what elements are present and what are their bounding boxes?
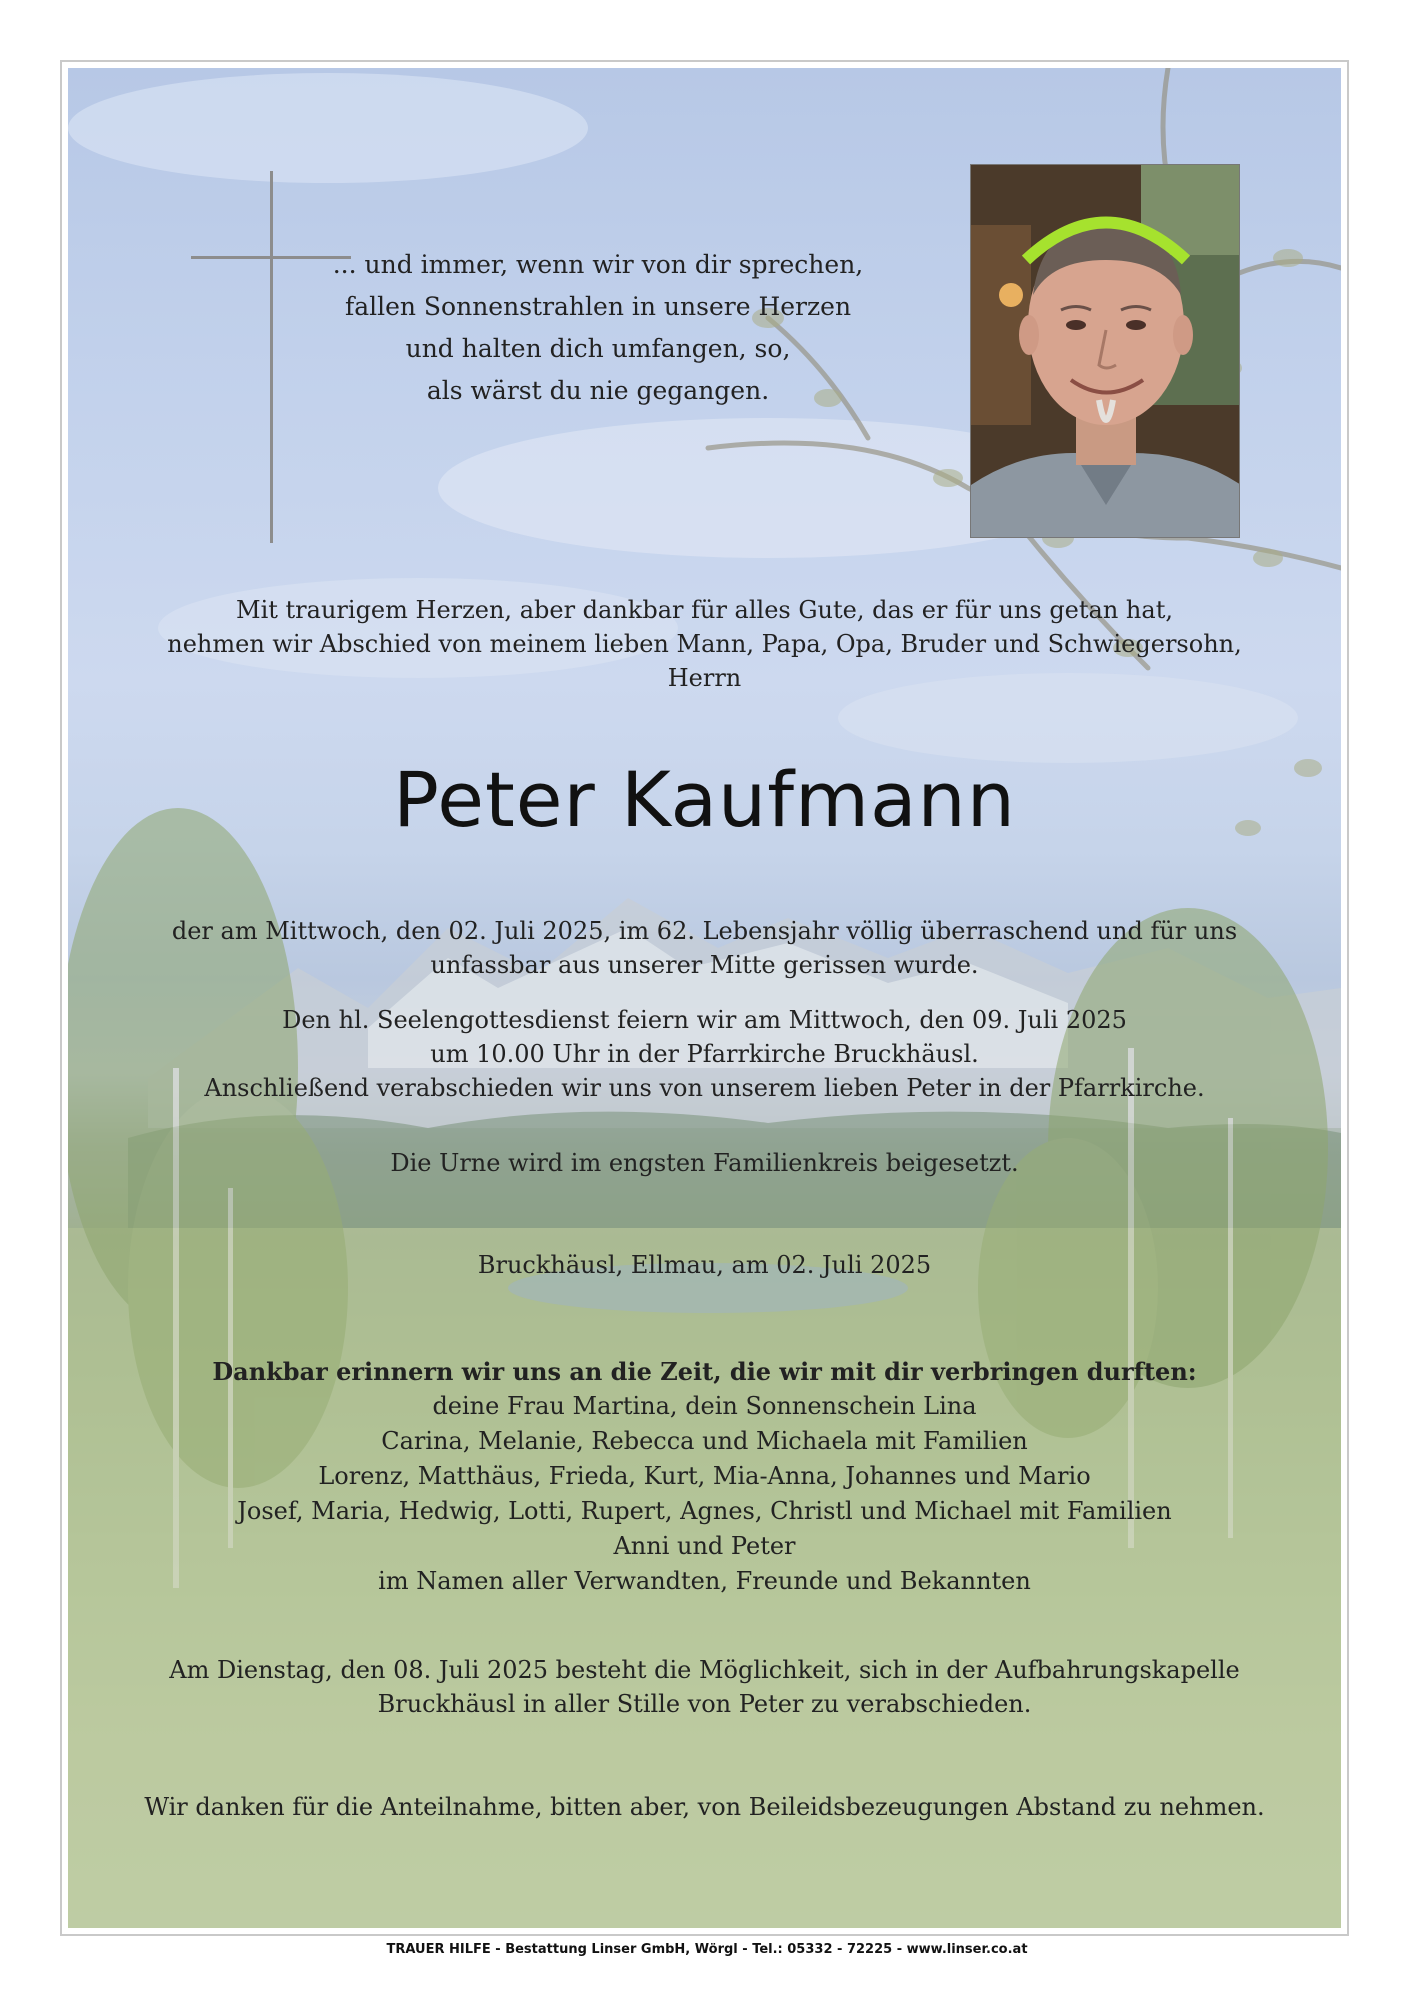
death-notice-line: unfassbar aus unserer Mitte gerissen wurde.	[430, 951, 979, 979]
viewing-line: Am Dienstag, den 08. Juli 2025 besteht die Möglichkeit, sich in der Aufbahrungskapelle	[169, 1656, 1240, 1684]
footer-imprint: TRAUER HILFE - Bestattung Linser GmbH, Wörgl - Tel.: 05332 - 72225 - www.linser.co.at	[386, 1942, 1028, 1957]
poem-line: fallen Sonnenstrahlen in unsere Herzen	[344, 292, 852, 321]
cross-icon	[270, 171, 273, 543]
death-notice-line: der am Mittwoch, den 02. Juli 2025, im 62. Lebensjahr völlig überraschend und für uns	[171, 917, 1238, 945]
obituary-card	[68, 68, 1341, 1928]
cross-icon-bar	[191, 256, 351, 259]
death-notice	[108, 914, 1301, 982]
poem-line: und halten dich umfangen, so,	[405, 334, 791, 363]
closing-note: Wir danken für die Anteilnahme, bitten aber, von Beileidsbezeugungen Abstand zu nehmen.	[144, 1793, 1265, 1821]
deceased-name: Peter Kaufmann	[393, 755, 1016, 844]
memorial-poem	[328, 244, 868, 412]
mourner-line: Anni und Peter	[613, 1532, 796, 1560]
place-date: Bruckhäusl, Ellmau, am 02. Juli 2025	[477, 1251, 932, 1279]
mourner-line: deine Frau Martina, dein Sonnenschein Lina	[432, 1392, 977, 1420]
mourner-line: Lorenz, Matthäus, Frieda, Kurt, Mia-Anna, Johannes und Mario	[318, 1462, 1091, 1490]
poem-line: ... und immer, wenn wir von dir sprechen,	[332, 250, 864, 279]
intro-line: Herrn	[667, 664, 742, 692]
service-line: um 10.00 Uhr in der Pfarrkirche Bruckhäusl.	[430, 1040, 979, 1068]
poem-line: als wärst du nie gegangen.	[426, 376, 770, 405]
intro-line: Mit traurigem Herzen, aber dankbar für alles Gute, das er für uns getan hat,	[236, 596, 1173, 624]
urn-note: Die Urne wird im engsten Familienkreis beigesetzt.	[390, 1149, 1019, 1177]
viewing-line: Bruckhäusl in aller Stille von Peter zu verabschieden.	[377, 1690, 1032, 1718]
service-line: Den hl. Seelengottesdienst feiern wir am Mittwoch, den 09. Juli 2025	[282, 1006, 1127, 1034]
intro-text	[108, 593, 1301, 695]
portrait-photo	[970, 164, 1240, 538]
mourner-line: im Namen aller Verwandten, Freunde und Bekannten	[378, 1567, 1031, 1595]
mourner-line: Josef, Maria, Hedwig, Lotti, Rupert, Agnes, Christl und Michael mit Familien	[237, 1497, 1172, 1525]
mourner-line: Carina, Melanie, Rebecca und Michaela mit Familien	[381, 1427, 1028, 1455]
intro-line: nehmen wir Abschied von meinem lieben Mann, Papa, Opa, Bruder und Schwiegersohn,	[167, 630, 1242, 658]
mourners-heading: Dankbar erinnern wir uns an die Zeit, die wir mit dir verbringen durften:	[212, 1357, 1197, 1386]
service-line: Anschließend verabschieden wir uns von unserem lieben Peter in der Pfarrkirche.	[204, 1074, 1205, 1102]
mourners-list	[108, 1354, 1301, 1599]
service-info	[108, 1003, 1301, 1105]
viewing-info	[108, 1653, 1301, 1721]
